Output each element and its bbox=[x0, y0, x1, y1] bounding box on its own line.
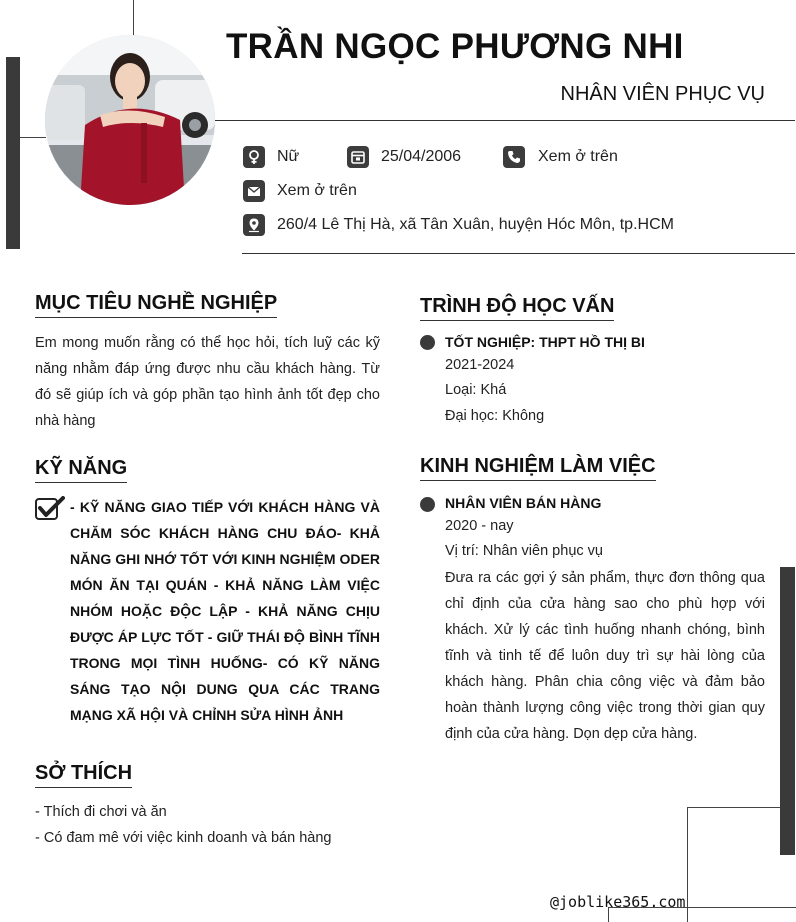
education-years: 2021-2024 bbox=[445, 357, 515, 373]
phone-icon bbox=[503, 146, 525, 168]
phone-value: Xem ở trên bbox=[538, 148, 618, 165]
corner-line-top bbox=[687, 807, 780, 808]
candidate-name: TRẦN NGỌC PHƯƠNG NHI bbox=[226, 27, 684, 66]
hobby-item: - Thích đi chơi và ăn bbox=[35, 804, 167, 820]
left-accent-bar bbox=[6, 57, 20, 249]
checkbox-icon bbox=[35, 496, 65, 527]
objective-text: Em mong muốn rằng có thể học hỏi, tích luỹ các kỹ năng nhằm đáp ứng được nhu cầu khách hàng. Từ đó sẽ giúp ích và góp phần tạo hình ảnh tốt đẹp cho nhà hàng bbox=[35, 335, 380, 429]
birthdate-value: 25/04/2006 bbox=[381, 148, 462, 165]
experience-role: Vị trí: Nhân viên phục vụ bbox=[445, 543, 603, 559]
right-accent-bar bbox=[780, 567, 795, 855]
calendar-icon bbox=[347, 146, 369, 168]
objective-title: MỤC TIÊU NGHỀ NGHIỆP bbox=[35, 292, 277, 318]
experience-period: 2020 - nay bbox=[445, 518, 514, 534]
address-value: 260/4 Lê Thị Hà, xã Tân Xuân, huyện Hóc Môn, tp.HCM bbox=[277, 216, 674, 233]
hobbies-title: SỞ THÍCH bbox=[35, 762, 132, 788]
job-position-title: NHÂN VIÊN PHỤC VỤ bbox=[560, 83, 765, 105]
education-school: TỐT NGHIỆP: THPT HỒ THỊ BI bbox=[445, 334, 645, 350]
gender-icon bbox=[243, 146, 265, 168]
header-divider bbox=[215, 120, 795, 121]
email-icon bbox=[243, 180, 265, 202]
education-bullet bbox=[420, 335, 435, 350]
watermark-text: @joblike365.com bbox=[550, 893, 686, 911]
top-divider-line bbox=[133, 0, 134, 38]
hobby-item: - Có đam mê với việc kinh doanh và bán hàng bbox=[35, 830, 332, 846]
corner-line-left bbox=[687, 807, 688, 922]
left-connector-line bbox=[20, 137, 46, 138]
location-icon bbox=[243, 214, 265, 236]
education-grade: Loại: Khá bbox=[445, 382, 507, 398]
experience-bullet bbox=[420, 497, 435, 512]
experience-title: KINH NGHIỆM LÀM VIỆC bbox=[420, 455, 656, 481]
experience-job: NHÂN VIÊN BÁN HÀNG bbox=[445, 495, 602, 511]
email-value: Xem ở trên bbox=[277, 182, 357, 199]
education-university: Đại học: Không bbox=[445, 408, 545, 424]
avatar bbox=[45, 35, 215, 205]
experience-description: Đưa ra các gợi ý sản phẩm, thực đơn thông qua chỉ định của cửa hàng sao cho phù hợp với khách. Xử lý các tình huống nhanh chóng, bình tĩnh và tinh tế để luôn duy trì sự hài lòng của khách hàng. Phân chia công việc và đảm bảo hoàn thành lượng công việc trong thời gian quy định của cửa hàng. Dọn dẹp cửa hàng. bbox=[445, 570, 765, 742]
education-title: TRÌNH ĐỘ HỌC VẤN bbox=[420, 295, 614, 321]
gender-value: Nữ bbox=[277, 148, 300, 165]
skills-text: - KỸ NĂNG GIAO TIẾP VỚI KHÁCH HÀNG VÀ CHĂM SÓC KHÁCH HÀNG CHU ĐÁO- KHẢ NĂNG GHI NHỚ TỐT VỚI KINH NGHIỆM ODER MÓN ĂN TẠI QUÁN - KHẢ NĂNG LÀM VIỆC NHÓM HOẶC ĐỘC LẬP - KHẢ NĂNG CHỊU ĐƯỢC ÁP LỰC TỐT - GIỮ THÁI ĐỘ BÌNH TĨNH TRONG MỌI TÌNH HUỐNG- CÓ KỸ NĂNG SÁNG TẠO NỘI DUNG QUA CÁC TRANG MẠNG XÃ HỘI VÀ CHỈNH SỬA HÌNH ẢNH bbox=[70, 499, 380, 723]
skills-title: KỸ NĂNG bbox=[35, 457, 127, 483]
info-divider bbox=[242, 253, 795, 254]
